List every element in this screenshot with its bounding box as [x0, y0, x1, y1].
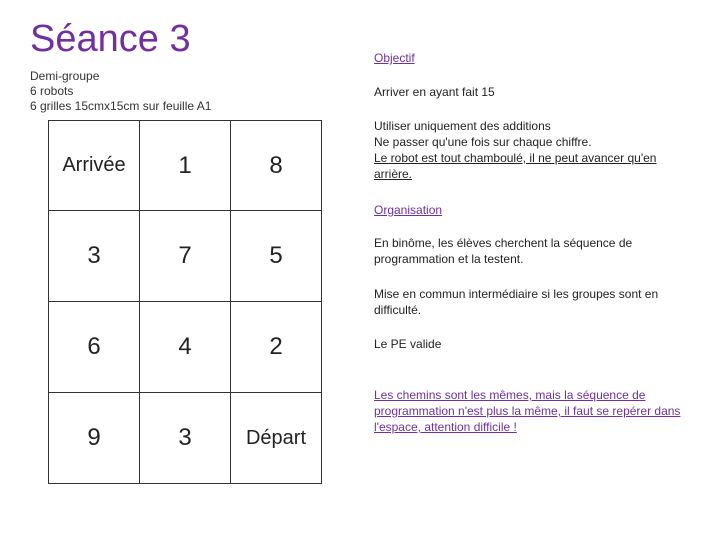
grid-cell: 8 — [231, 121, 322, 211]
mise-en-commun-text: Mise en commun intermédiaire si les groupes sont en difficulté. — [374, 287, 659, 317]
grid-cell: Départ — [231, 393, 322, 484]
organisation-heading: Organisation — [374, 203, 443, 217]
grid-cell: 1 — [140, 121, 231, 211]
grid-cell: 5 — [231, 211, 322, 302]
grid-row — [49, 393, 322, 484]
page-title: Séance 3 — [30, 18, 191, 60]
grid-cell: 2 — [231, 302, 322, 393]
objectif-text: Arriver en ayant fait 15 — [374, 85, 495, 99]
constraint-backward: Le robot est tout chamboulé, il ne peut avancer qu'en arrière. — [374, 151, 657, 181]
difficulty-note: Les chemins sont les mêmes, mais la séquence de programmation n'est plus la même, il faut se repérer dans l'espace, attention difficile ! — [374, 388, 681, 434]
constraint-additions: Utiliser uniquement des additions — [374, 119, 551, 133]
grid-cell: 3 — [140, 393, 231, 484]
grid-row — [49, 302, 322, 393]
grid-cell: 7 — [140, 211, 231, 302]
grid-cell: 3 — [49, 211, 140, 302]
objectif-heading: Objectif — [374, 51, 415, 65]
validation-text: Le PE valide — [374, 337, 442, 351]
intro-line-robots: 6 robots — [30, 84, 74, 98]
grid-row — [49, 211, 322, 302]
constraint-once: Ne passer qu'une fois sur chaque chiffre. — [374, 135, 592, 149]
grid-cell: 9 — [49, 393, 140, 484]
organisation-text: En binôme, les élèves cherchent la séquence de programmation et la testent. — [374, 236, 633, 266]
grid-row — [49, 121, 322, 211]
grid-cell: 6 — [49, 302, 140, 393]
intro-block — [30, 69, 211, 114]
intro-line-group: Demi-groupe — [30, 69, 100, 83]
number-grid — [48, 120, 322, 484]
intro-line-grids: 6 grilles 15cmx15cm sur feuille A1 — [30, 99, 212, 113]
grid-cell: 4 — [140, 302, 231, 393]
constraints-block — [374, 118, 694, 182]
grid-cell: Arrivée — [49, 121, 140, 211]
